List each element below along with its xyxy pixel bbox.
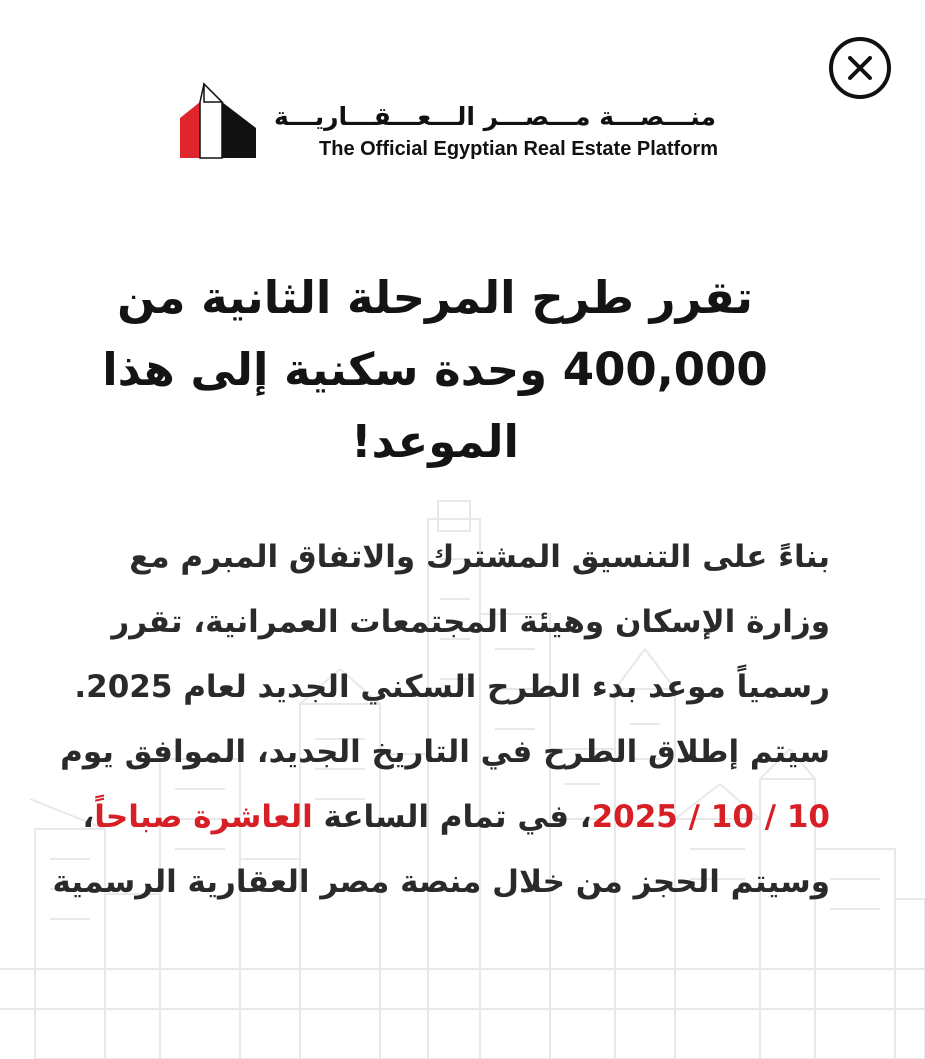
body-text-part-1: بناءً على التنسيق المشترك والاتفاق المبرم مع وزارة الإسكان وهيئة المجتمعات العمرانية، تقرر رسمياً موعد بدء الطرح السكني الجديد لعام 2025. سيتم إطلاق الطرح في التاريخ الجديد، الموافق يوم — [60, 539, 830, 770]
headline: تقرر طرح المرحلة الثانية من 400,000 وحدة سكنية إلى هذا الموعد! — [102, 271, 768, 468]
close-button[interactable] — [829, 37, 891, 99]
close-icon — [846, 54, 874, 82]
brand-name-ar: منـــصـــة مـــصـــر الـــعـــقـــاريـــة — [273, 102, 716, 131]
brand-logo — [178, 82, 723, 162]
body-text — [40, 525, 830, 915]
launch-date: 10 / 10 / 2025 — [591, 799, 830, 835]
launch-time: العاشرة صباحاً — [94, 799, 313, 835]
building-logo-icon — [178, 82, 260, 160]
body-text-part-3: ، وسيتم الحجز من خلال منصة مصر العقارية الرسمية — [52, 799, 830, 900]
body-text-part-2: ، في تمام الساعة — [312, 799, 592, 835]
brand-name-en: The Official Egyptian Real Estate Platform — [319, 138, 718, 160]
